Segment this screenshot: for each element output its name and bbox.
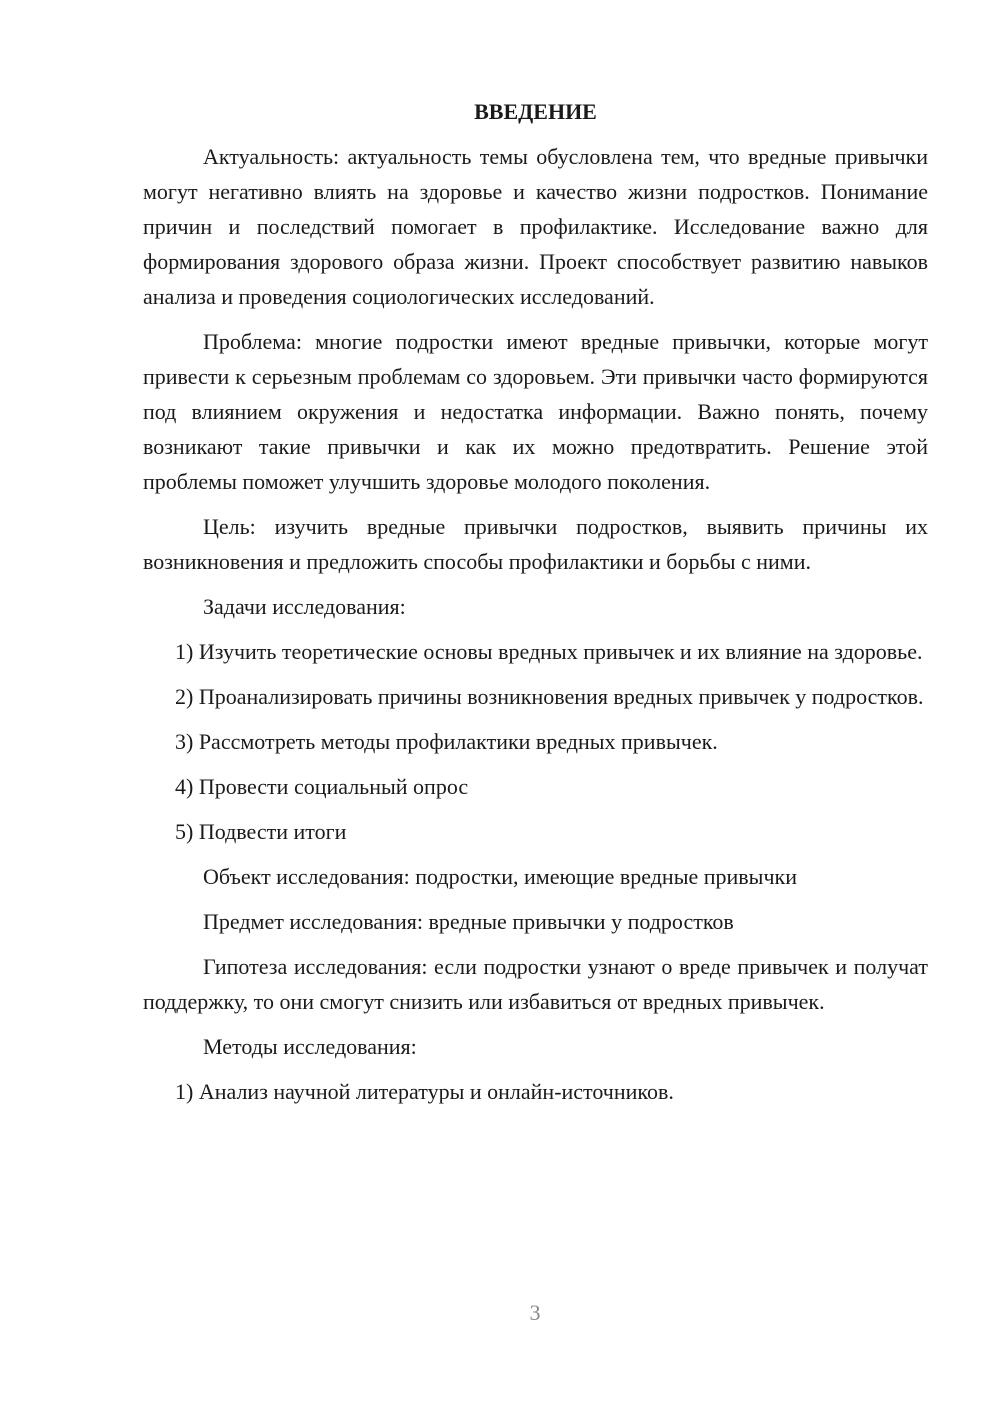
tasks-title: Задачи исследования: (203, 594, 406, 619)
methods-title: Методы исследования: (203, 1034, 417, 1059)
research-subject: Предмет исследования: вредные привычки у подростков (203, 909, 734, 934)
research-object: Объект исследования: подростки, имеющие вредные привычки (203, 864, 797, 889)
task-item-5: 5) Подвести итоги (175, 819, 347, 844)
goal-paragraph: Цель: изучить вредные привычки подростков, выявить причины их возникновения и предложить способы профилактики и борьбы с ними. (143, 514, 928, 574)
hypothesis-paragraph: Гипотеза исследования: если подростки узнают о вреде привычек и получат поддержку, то они смогут снизить или избавиться от вредных привычек. (143, 954, 928, 1014)
task-item-2: 2) Проанализировать причины возникновения вредных привычек у подростков. (175, 684, 924, 709)
task-item-1: 1) Изучить теоретические основы вредных привычек и их влияние на здоровье. (175, 639, 923, 664)
page-content (143, 94, 928, 1119)
relevance-paragraph: Актуальность: актуальность темы обусловлена тем, что вредные привычки могут негативно влиять на здоровье и качество жизни подростков. Понимание причин и последствий помогает в профилактике. Исследование важно для формирования здорового образа жизни. Проект способствует развитию навыков анализа и проведения социологических исследований. (143, 144, 928, 309)
task-item-3: 3) Рассмотреть методы профилактики вредных привычек. (175, 729, 718, 754)
problem-paragraph: Проблема: многие подростки имеют вредные привычки, которые могут привести к серьезным проблемам со здоровьем. Эти привычки часто формируются под влиянием окружения и недостатка информации. Важно понять, почему возникают такие привычки и как их можно предотвратить. Решение этой проблемы поможет улучшить здоровье молодого поколения. (143, 329, 928, 494)
page-heading: ВВЕДЕНИЕ (474, 99, 597, 124)
page-number: 3 (529, 1300, 541, 1325)
task-item-4: 4) Провести социальный опрос (175, 774, 469, 799)
method-item-1: 1) Анализ научной литературы и онлайн-источников. (175, 1079, 674, 1104)
